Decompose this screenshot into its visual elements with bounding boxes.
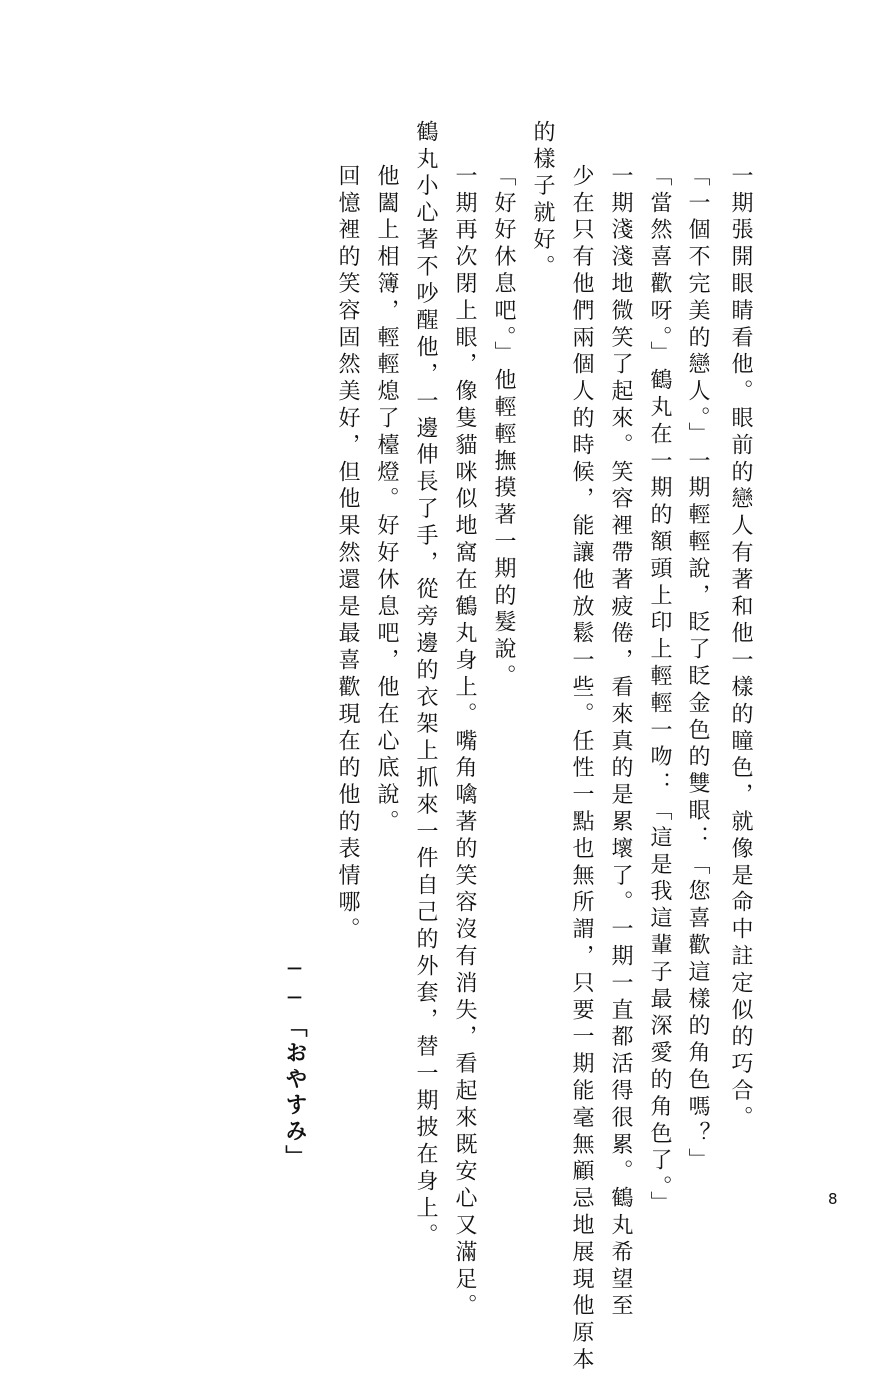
text-line-5: 少在只有他們兩個人的時候，能讓他放鬆一些。任性一點也無所謂，只要一期能毫無顧忌地展現他原本 <box>569 164 594 1375</box>
page-number: 8 <box>828 1190 838 1208</box>
text-line-7: 「好好休息吧。」他輕輕撫摸著一期的髮說。 <box>491 164 516 691</box>
text-line-11: 回憶裡的笑容固然美好，但他果然還是最喜歡現在的他的表情哪。 <box>335 164 360 945</box>
text-line-1: 一期張開眼睛看他。眼前的戀人有著和他一樣的瞳色，就像是命中註定似的巧合。 <box>728 164 753 1133</box>
text-line-2: 「一個不完美的戀人。」一期輕輕說，眨了眨金色的雙眼：「您喜歡這樣的角色嗎？」 <box>685 164 710 1176</box>
closing-title: ──「おやすみ」 <box>282 957 307 1171</box>
text-line-6: 的樣子就好。 <box>530 120 555 282</box>
text-line-8: 一期再次閉上眼，像隻貓咪似地窩在鶴丸身上。嘴角噙著的笑容沒有消失，看起來既安心又滿足。 <box>452 164 477 1321</box>
text-line-9: 鶴丸小心著不吵醒他，一邊伸長了手，從旁邊的衣架上抓來一件自己的外套，替一期披在身上。 <box>413 120 438 1250</box>
text-line-3: 「當然喜歡呀。」鶴丸在一期的額頭上印上輕輕一吻：「這是我這輩子最深愛的角色了。」 <box>647 164 672 1218</box>
text-line-4: 一期淺淺地微笑了起來。笑容裡帶著疲倦，看來真的是累壞了。一期一直都活得很累。鶴丸希望至 <box>608 164 633 1321</box>
text-line-10: 他闔上相簿，輕輕熄了檯燈。好好休息吧，他在心底說。 <box>374 164 399 837</box>
